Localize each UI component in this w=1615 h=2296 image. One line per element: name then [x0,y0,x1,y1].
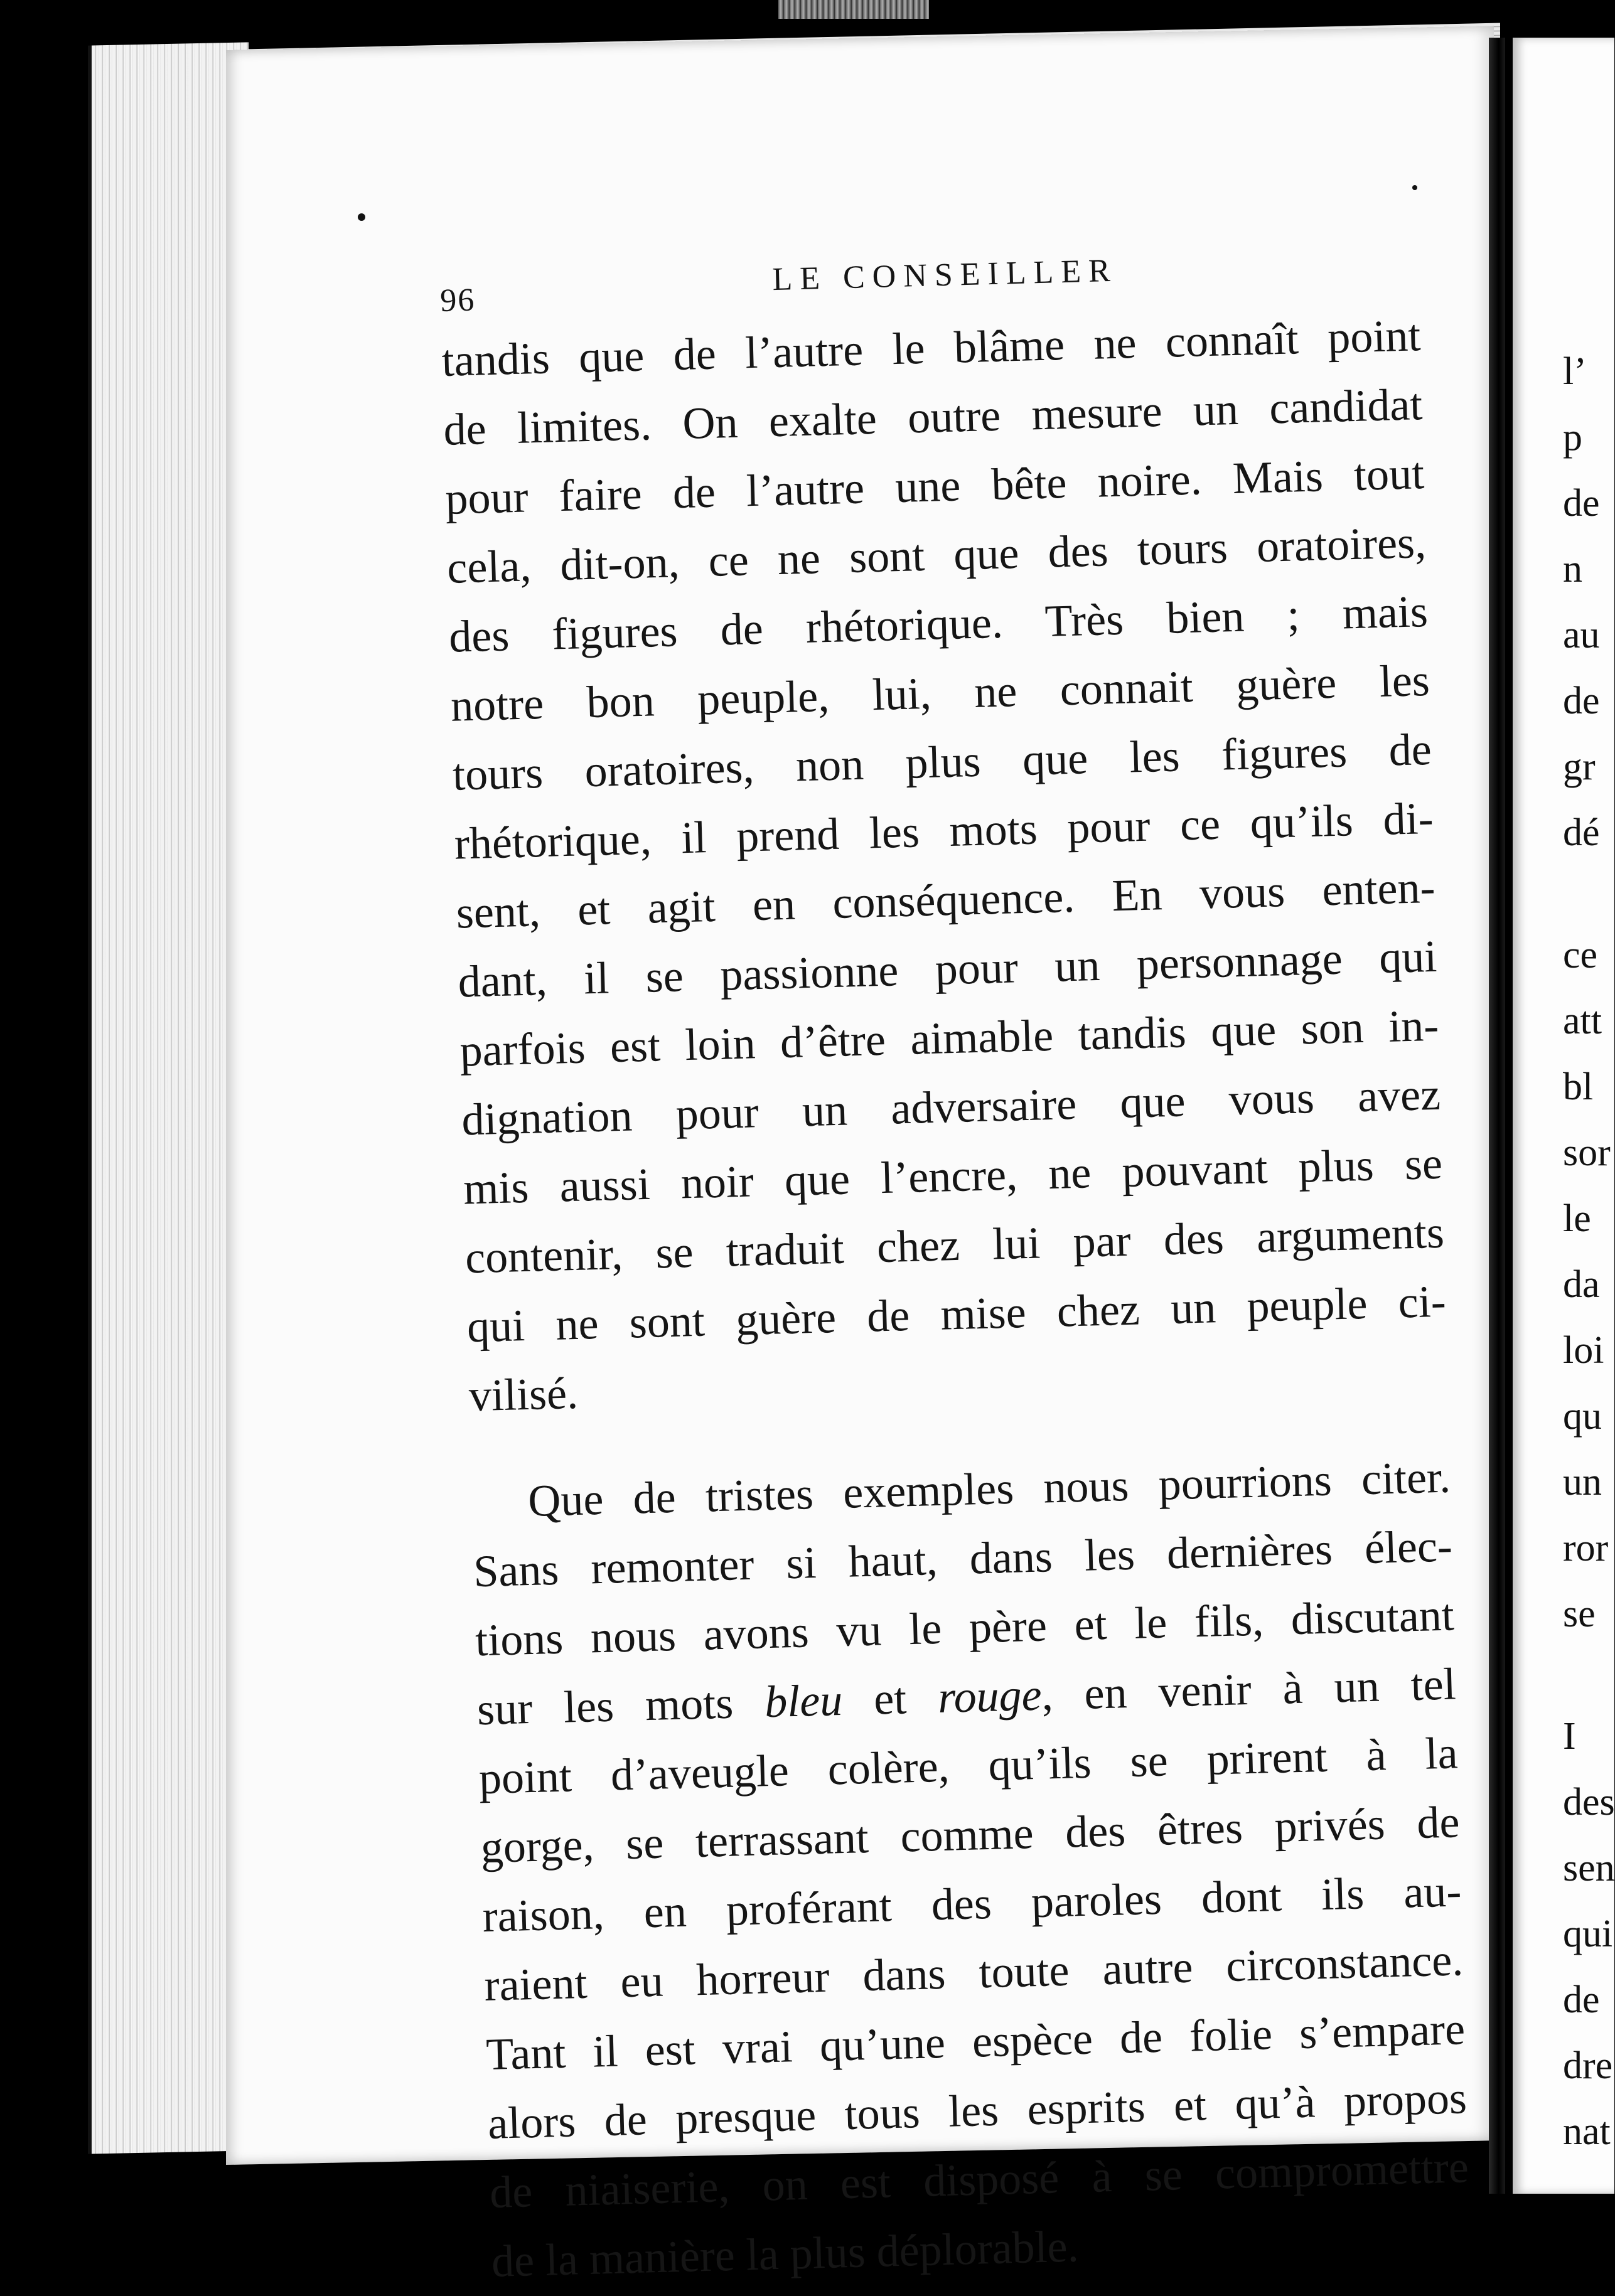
fragment-line: se [1563,1593,1596,1635]
text-line: gorge, se terrassant comme des êtres privés de [480,1797,1461,1873]
fragment-line: de [1563,1978,1600,2021]
binding-edge [778,0,929,19]
text-line: sent, et agit en conséquence. En vous enten- [455,862,1436,938]
paragraph-1 [441,299,1505,1431]
text-line: cela, dit-on, ce ne sont que des tours oratoires, [446,517,1427,593]
text-fragment: , en venir à un tel [1041,1658,1457,1720]
page-number: 96 [439,282,476,319]
fragment-line: un [1563,1461,1602,1503]
fragment-line: loi [1563,1329,1604,1372]
text-line: parfois est loin d’être aimable tandis que son in- [459,1000,1440,1076]
left-page-text [439,243,1528,2296]
fragment-line: sor [1563,1131,1611,1174]
text-line: qui ne sont guère de mise chez un peuple ci- [466,1276,1447,1352]
text-line: alors de presque tous les esprits et qu’à propos [487,2073,1467,2149]
text-line: des figures de rhétorique. Très bien ; mais [448,585,1429,662]
fragment-line: le [1563,1197,1591,1240]
right-page-text-fragments [1563,339,1615,2165]
italic-word-rouge: rouge [937,1669,1043,1722]
text-line: tandis que de l’autre le blâme ne connaît point [441,310,1422,386]
fragment-line: de [1563,680,1600,722]
text-line: point d’aveugle colère, qu’ils se prirent à la [478,1727,1459,1804]
running-title: LE CONSEILLER [771,252,1119,298]
text-line: Sans remonter si haut, dans les dernières élec- [473,1520,1453,1597]
italic-word-bleu: bleu [764,1674,844,1727]
page-edges-left [88,42,249,2154]
fragment-line: au [1563,614,1600,656]
fragment-line: ror [1563,1527,1609,1569]
text-line: raison, en proférant des paroles dont ils au- [481,1866,1462,1942]
fragment-line: bl [1563,1065,1594,1108]
text-line: mis aussi noir que l’encre, ne pouvant plus se [463,1138,1443,1214]
fragment-line: qu [1563,1395,1602,1438]
fragment-line: I [1563,1715,1576,1758]
fragment-spacer [1563,866,1615,922]
fragment-line: de [1563,482,1600,525]
ink-speck [1412,185,1417,190]
text-line: tions nous avons vu le père et le fils, discutant [475,1589,1455,1666]
fragment-line: des [1563,1781,1615,1823]
text-fragment: sur les mots [476,1677,766,1735]
text-line: Tant il est vrai qu’une espèce de folie s’empare [485,2004,1466,2080]
ink-speck [358,213,365,221]
text-line: de la manière la plus déplorable. [491,2221,1080,2287]
fragment-line: da [1563,1263,1600,1306]
fragment-line: ce [1563,934,1598,976]
fragment-line: qui [1563,1913,1613,1955]
fragment-line: gr [1563,745,1596,788]
paragraph-2 [471,1441,1528,2296]
fragment-line: p [1563,416,1582,459]
fragment-line: n [1563,548,1582,590]
text-line: rhétorique, il prend les mots pour ce qu’ils di- [453,793,1434,869]
text-line: Que de tristes exemples nous pourrions citer. [527,1451,1451,1526]
fragment-spacer [1563,1647,1615,1704]
text-line: de limites. On exalte outre mesure un candidat [443,379,1424,455]
text-line: tours oratoires, non plus que les figures de [452,724,1432,800]
fragment-line: nat [1563,2110,1611,2153]
text-line: de niaiserie, on est disposé à se compromettre [489,2142,1469,2218]
fragment-line: l’ [1563,350,1587,393]
text-line: contenir, se traduit chez lui par des arguments [464,1207,1445,1283]
text-line: raient eu horreur dans toute autre circonstance. [483,1935,1464,2011]
text-line: vilisé. [468,1367,579,1421]
text-line: notre bon peuple, lui, ne connait guère les [450,654,1430,731]
fragment-line: dre [1563,2044,1613,2087]
fragment-line: sen [1563,1847,1615,1889]
right-fragment-block-2 [1563,922,1615,1647]
fragment-line: dé [1563,811,1600,854]
fragment-line: att [1563,1000,1602,1042]
text-line: pour faire de l’autre une bête noire. Mais tout [444,448,1425,524]
text-fragment: et [842,1672,939,1725]
right-fragment-block-1 [1563,339,1615,866]
text-line: dant, il se passionne pour un personnage qui [457,931,1438,1007]
right-fragment-block-3 [1563,1704,1615,2165]
text-line: dignation pour un adversaire que vous avez [461,1069,1441,1145]
